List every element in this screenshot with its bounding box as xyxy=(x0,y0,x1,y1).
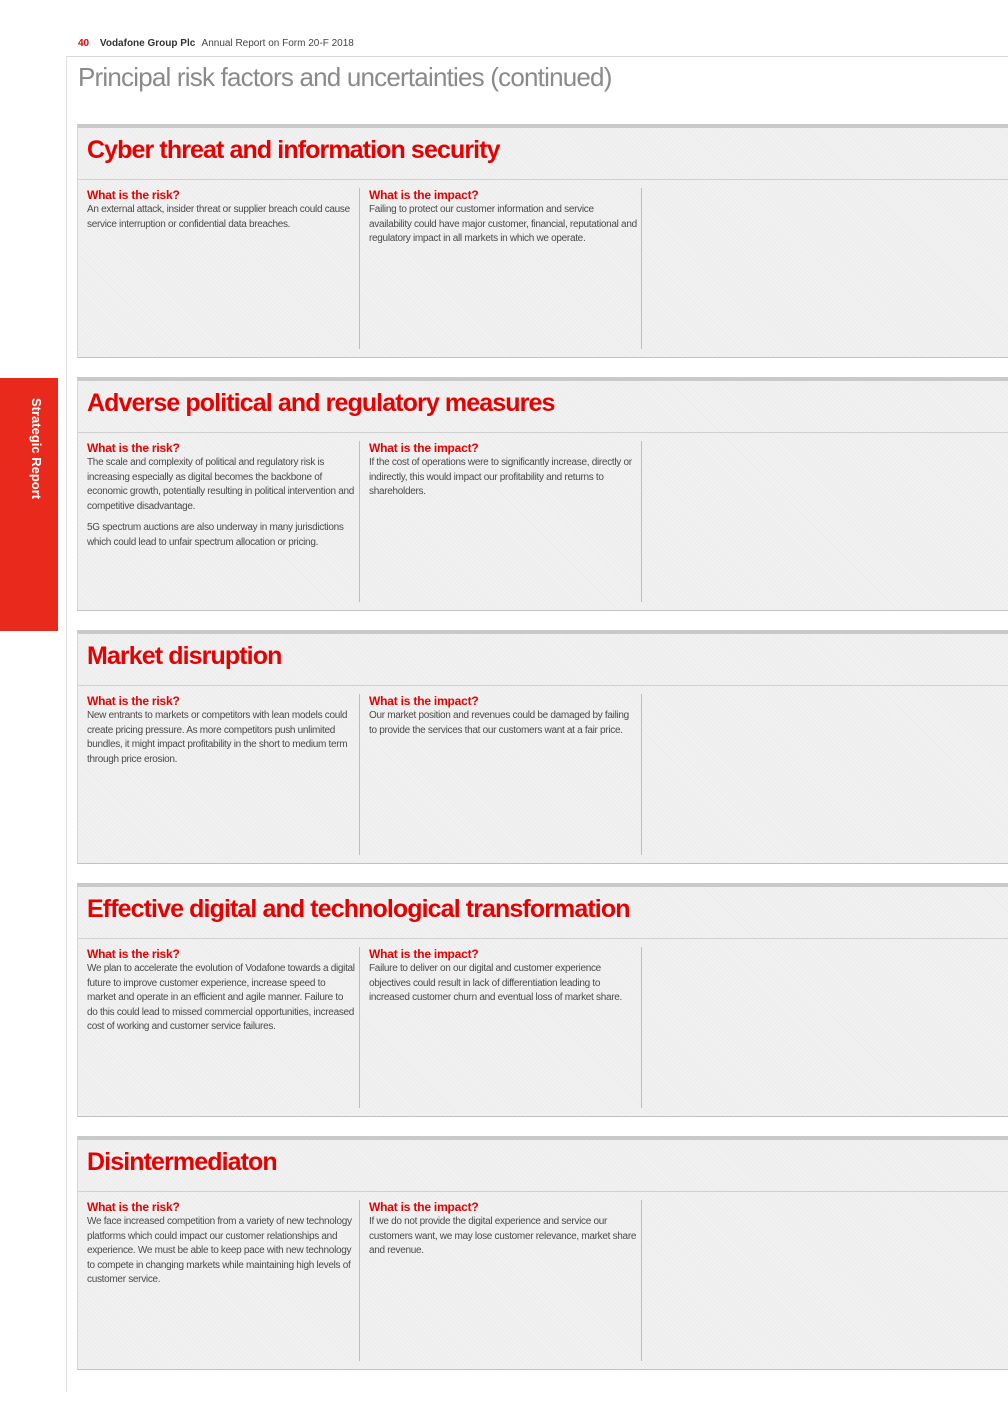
risk-text: The scale and complexity of political and regulatory risk is increasing especially as digital becomes the backbone of economic growth, potentially resulting in political intervention and competitive disadvantage. xyxy=(87,457,354,512)
column-divider xyxy=(641,188,642,349)
column-divider xyxy=(641,947,642,1108)
header-rule xyxy=(66,56,1008,57)
section-side-tab xyxy=(0,378,58,631)
column-divider xyxy=(641,694,642,855)
risk-title: Adverse political and regulatory measures xyxy=(87,389,555,417)
risk-heading: What is the risk? xyxy=(87,188,180,202)
risk-column xyxy=(87,694,355,774)
risk-panel-digital xyxy=(77,883,1008,1117)
impact-text: If we do not provide the digital experience and service our customers want, we may lose customer relevance, market share and revenue. xyxy=(369,1216,637,1256)
page-title: Principal risk factors and uncertainties (continued) xyxy=(78,62,612,92)
document-name: Annual Report on Form 20-F 2018 xyxy=(201,38,354,49)
page-number: 40 xyxy=(78,38,90,49)
impact-column xyxy=(369,694,637,745)
risk-title: Market disruption xyxy=(87,642,282,670)
risk-heading: What is the risk? xyxy=(87,694,180,708)
risk-heading: What is the risk? xyxy=(87,947,180,961)
risk-column xyxy=(87,947,355,1042)
column-divider xyxy=(359,694,360,855)
impact-heading: What is the impact? xyxy=(369,188,479,202)
company-name: Vodafone Group Plc xyxy=(99,38,196,49)
title-rule xyxy=(78,1191,1008,1192)
side-tab-label: Strategic Report xyxy=(29,398,44,500)
risk-heading: What is the risk? xyxy=(87,441,180,455)
impact-heading: What is the impact? xyxy=(369,694,479,708)
impact-column xyxy=(369,188,637,254)
left-margin-rule xyxy=(66,56,67,1392)
risk-text: 5G spectrum auctions are also underway in many jurisdictions which could lead to unfair spectrum allocation or pricing. xyxy=(87,522,344,548)
risk-title: Effective digital and technological transformation xyxy=(87,895,630,923)
title-rule xyxy=(78,938,1008,939)
column-divider xyxy=(359,188,360,349)
risk-panel-cyber xyxy=(77,124,1008,358)
impact-text: If the cost of operations were to significantly increase, directly or indirectly, this would impact our profitability and returns to shareholders. xyxy=(369,457,632,497)
risk-panel-political xyxy=(77,377,1008,611)
risk-column xyxy=(87,441,355,557)
impact-text: Failure to deliver on our digital and customer experience objectives could result in lack of differentiation leading to increased customer churn and eventual loss of market share. xyxy=(369,963,622,1003)
risk-title: Cyber threat and information security xyxy=(87,136,500,164)
risk-text: We plan to accelerate the evolution of Vodafone towards a digital future to improve customer experience, increase speed to market and operate in an efficient and agile manner. Failure to do this could lead to missed commercial opportunities, increased cost of working and customer service failures. xyxy=(87,963,355,1032)
column-divider xyxy=(641,1200,642,1361)
risk-column xyxy=(87,188,355,239)
risk-column xyxy=(87,1200,355,1295)
column-divider xyxy=(359,441,360,602)
column-divider xyxy=(359,947,360,1108)
column-divider xyxy=(359,1200,360,1361)
impact-column xyxy=(369,441,637,507)
impact-heading: What is the impact? xyxy=(369,441,479,455)
impact-column xyxy=(369,947,637,1013)
risk-text: New entrants to markets or competitors with lean models could create pricing pressure. As more competitors push unlimited bundles, it might impact profitability in the short to medium term through price erosion. xyxy=(87,710,348,765)
risk-panel-market xyxy=(77,630,1008,864)
risk-panel-disintermediation xyxy=(77,1136,1008,1370)
title-rule xyxy=(78,432,1008,433)
impact-text: Our market position and revenues could be damaged by failing to provide the services that our customers want at a fair price. xyxy=(369,710,629,736)
title-rule xyxy=(78,685,1008,686)
impact-heading: What is the impact? xyxy=(369,947,479,961)
impact-column xyxy=(369,1200,637,1266)
risk-heading: What is the risk? xyxy=(87,1200,180,1214)
page-header xyxy=(78,38,354,49)
impact-text: Failing to protect our customer information and service availability could have major customer, financial, reputational and regulatory impact in all markets in which we operate. xyxy=(369,204,637,244)
title-rule xyxy=(78,179,1008,180)
risk-text: An external attack, insider threat or supplier breach could cause service interruption or confidential data breaches. xyxy=(87,204,350,230)
risk-text: We face increased competition from a variety of new technology platforms which could impact our customer relationships and experience. We must be able to keep pace with new technology to compete in changing markets while maintaining high levels of customer service. xyxy=(87,1216,352,1285)
risk-title: Disintermediaton xyxy=(87,1148,277,1176)
impact-heading: What is the impact? xyxy=(369,1200,479,1214)
column-divider xyxy=(641,441,642,602)
